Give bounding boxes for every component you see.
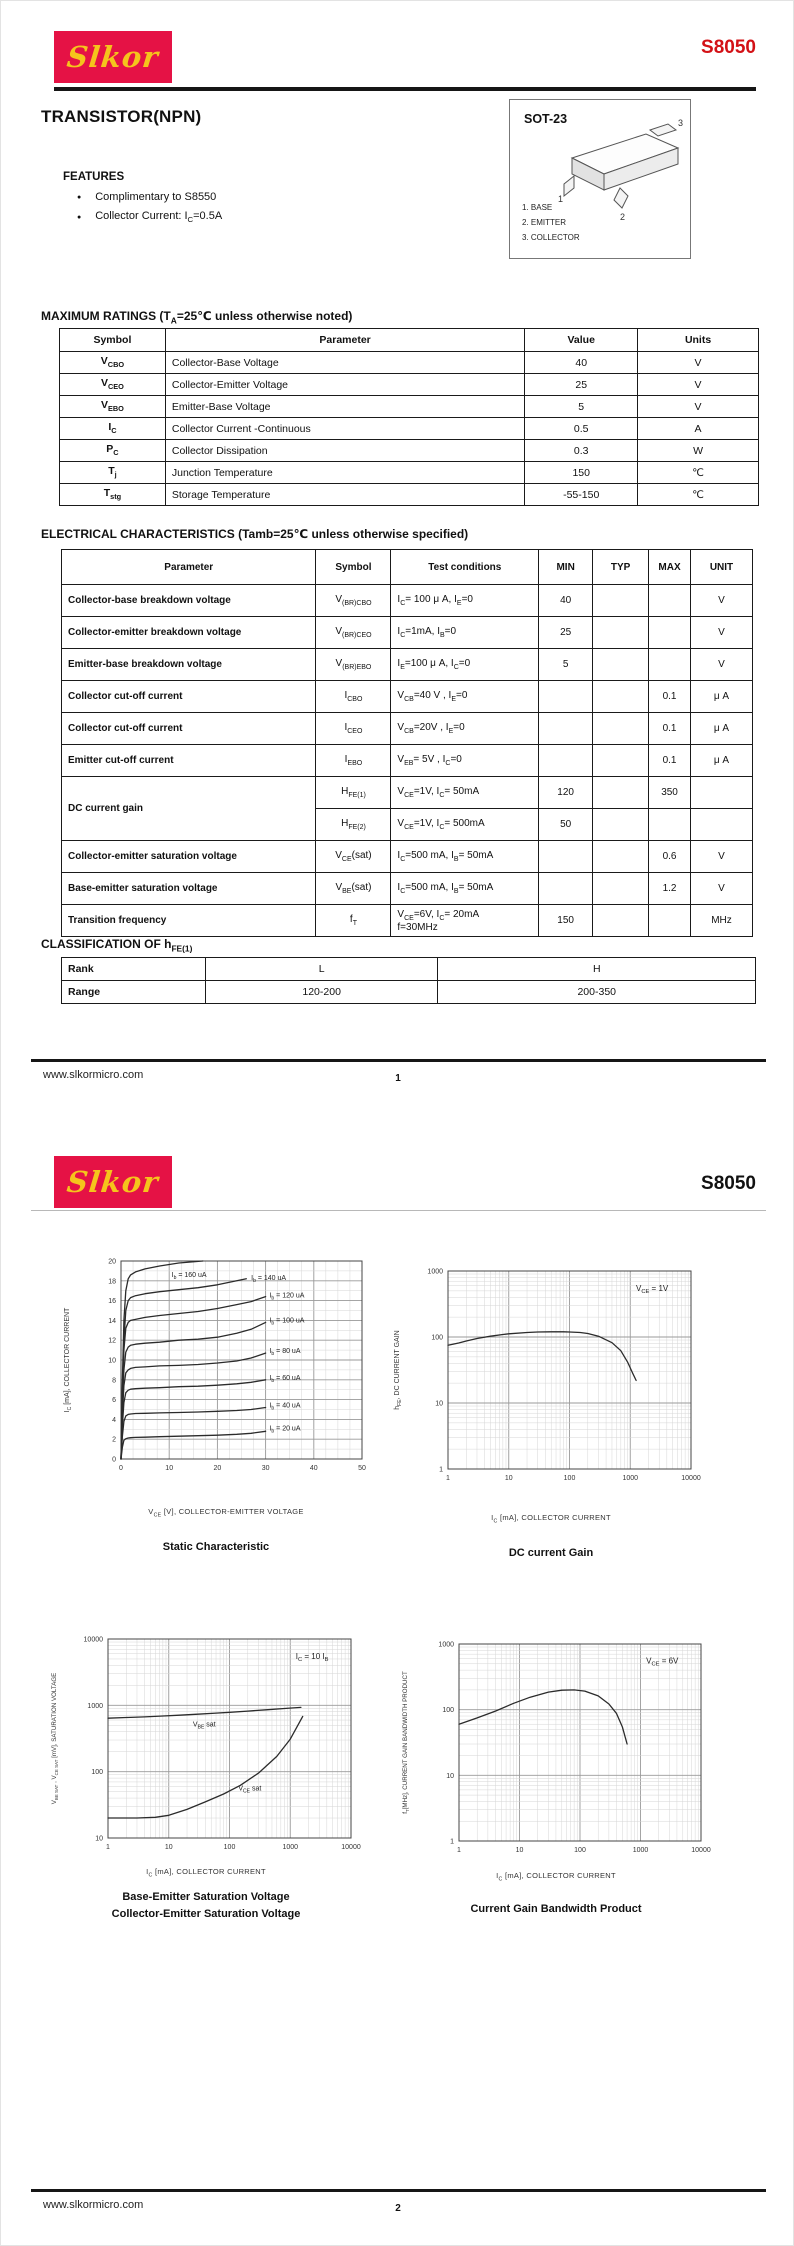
table-cell: Junction Temperature	[165, 462, 524, 484]
chart-text: $I_b = 100$ uA	[269, 1317, 305, 1327]
table-cell	[691, 777, 753, 809]
chart-text: 50	[358, 1465, 366, 1472]
classification-table	[61, 957, 756, 1004]
table-cell: W	[638, 440, 759, 462]
table-cell: $I_C$	[60, 418, 166, 440]
chart-text: 10	[108, 1357, 116, 1365]
table-cell	[539, 841, 593, 873]
table-header-row	[62, 550, 753, 585]
chart-text: 100	[223, 1844, 236, 1851]
pin-number-3: 3	[678, 118, 684, 128]
table-cell: V	[691, 649, 753, 681]
table-cell	[649, 585, 691, 617]
chart-text: 1000	[87, 1702, 103, 1710]
column-header: Symbol	[60, 329, 166, 352]
chart-text: 4	[112, 1416, 116, 1424]
chart-text: 1000	[282, 1844, 299, 1851]
table-cell: 150	[525, 462, 638, 484]
table-cell	[649, 905, 691, 937]
table-cell: 5	[539, 649, 593, 681]
table-cell	[593, 617, 649, 649]
chart-text: 1	[106, 1844, 110, 1851]
table-cell: $I_C=500$ mA, $I_B= 50mA$	[391, 873, 539, 905]
pin-label: 1. BASE	[522, 203, 553, 212]
column-header: MIN	[539, 550, 593, 585]
chart-title: Static Characteristic	[162, 1541, 270, 1553]
column-header: Parameter	[165, 329, 524, 352]
table-cell: $V_{CBO}$	[60, 352, 166, 374]
table-cell: Collector cut-off current	[62, 713, 316, 745]
brand-logo-text: Slkor	[65, 40, 161, 74]
chart-text: $I_C$ [mA], COLLECTOR CURRENT	[64, 1307, 73, 1413]
table-cell: 120	[539, 777, 593, 809]
series-line	[448, 1332, 636, 1381]
table-cell: $V_{(BR)CEO}$	[316, 617, 391, 649]
table-row	[62, 649, 753, 681]
part-number: S8050	[701, 37, 756, 58]
table-cell: 25	[539, 617, 593, 649]
saturation-voltage-chart	[43, 1611, 373, 1863]
table-cell: V	[638, 396, 759, 418]
table-cell: V	[691, 873, 753, 905]
table-cell	[593, 745, 649, 777]
chart-text: $I_C = 10$ $I_B$	[295, 1651, 329, 1663]
table-cell: Transition frequency	[62, 905, 316, 937]
table-cell: 0.5	[525, 418, 638, 440]
table-cell	[593, 585, 649, 617]
chart-text: $I_b = 80$ uA	[269, 1348, 301, 1358]
table-row	[60, 484, 759, 506]
table-cell	[649, 809, 691, 841]
table-cell: 0.1	[649, 745, 691, 777]
chart-text: 1	[439, 1466, 443, 1474]
header-rule	[31, 1210, 766, 1211]
table-cell	[649, 617, 691, 649]
table-cell: $I_C=500$ mA, $I_B= 50mA$	[391, 841, 539, 873]
column-header: Value	[525, 329, 638, 352]
table-cell: MHz	[691, 905, 753, 937]
table-cell	[593, 905, 649, 937]
table-cell: A	[638, 418, 759, 440]
table-row	[62, 841, 753, 873]
table-cell: $V_{EBO}$	[60, 396, 166, 418]
table-row	[60, 418, 759, 440]
table-cell: $H_{FE(2)}$	[316, 809, 391, 841]
table-cell: $T_{stg}$	[60, 484, 166, 506]
pin-label: 3. COLLECTOR	[522, 233, 580, 242]
table-row	[62, 745, 753, 777]
chart-text: 1	[457, 1847, 461, 1854]
chart-text: 10	[164, 1844, 173, 1851]
table-cell: ℃	[638, 462, 759, 484]
brand-logo	[54, 31, 172, 83]
column-header: TYP	[593, 550, 649, 585]
footer-url: www.slkormicro.com	[43, 1069, 144, 1081]
table-cell: $I_{EBO}$	[316, 745, 391, 777]
table-cell: Collector-Emitter Voltage	[165, 374, 524, 396]
chart-text: 100	[563, 1475, 576, 1482]
table-cell	[593, 713, 649, 745]
table-cell: $I_{CBO}$	[316, 681, 391, 713]
table-cell: Collector cut-off current	[62, 681, 316, 713]
table-cell: L	[205, 958, 438, 981]
header-rule	[54, 87, 756, 91]
electrical-heading: ELECTRICAL CHARACTERISTICS (Tamb=25℃ unless otherwise specified)	[41, 527, 469, 541]
table-cell: 350	[649, 777, 691, 809]
table-row	[62, 681, 753, 713]
chart-text: 18	[108, 1278, 116, 1286]
table-cell: $I_{CEO}$	[316, 713, 391, 745]
table-row	[62, 713, 753, 745]
table-cell: H	[438, 958, 756, 981]
chart-text: 10	[504, 1475, 513, 1482]
table-cell: $V_{(BR)EBO}$	[316, 649, 391, 681]
bullet-icon: ●	[77, 213, 82, 221]
chart-text: 2	[112, 1436, 116, 1444]
table-cell: $I_C= 100$ μ A, $I_E=0$	[391, 585, 539, 617]
table-cell: 40	[539, 585, 593, 617]
table-cell	[593, 809, 649, 841]
chart-text: 1000	[622, 1475, 639, 1482]
gain-bandwidth-chart	[394, 1616, 724, 1866]
chart-text: $f_T[MHz]$, CURRENT GAIN BANDWIDTH PRODUCT	[402, 1671, 410, 1814]
table-row	[60, 440, 759, 462]
table-row	[60, 396, 759, 418]
chart-text: 1	[450, 1838, 454, 1846]
chart-text: 10	[435, 1400, 443, 1408]
chart-text: $I_b = 20$ uA	[269, 1425, 301, 1435]
table-cell: $I_E=100$ μ A, $I_C=0$	[391, 649, 539, 681]
table-cell: 0.6	[649, 841, 691, 873]
chart-text: 8	[112, 1377, 116, 1385]
chart-text: 30	[261, 1465, 270, 1472]
table-cell: 0.3	[525, 440, 638, 462]
chart-text: 10000	[341, 1844, 361, 1851]
table-cell: Emitter-base breakdown voltage	[62, 649, 316, 681]
table-cell: V	[691, 585, 753, 617]
table-cell: -55-150	[525, 484, 638, 506]
chart-text: 20	[213, 1465, 222, 1472]
table-cell: 0.1	[649, 713, 691, 745]
chart-text: $V_{BE}$ sat	[192, 1721, 216, 1731]
table-cell: Collector Current -Continuous	[165, 418, 524, 440]
table-cell: $H_{FE(1)}$	[316, 777, 391, 809]
chart-title: Base-Emitter Saturation Voltage Collector-Emitter Saturation Voltage	[111, 1891, 301, 1920]
chart-text: $V_{CE} = 1V$	[635, 1283, 669, 1295]
table-cell: Collector-emitter saturation voltage	[62, 841, 316, 873]
column-header: Units	[638, 329, 759, 352]
table-cell	[593, 777, 649, 809]
column-header: UNIT	[691, 550, 753, 585]
table-row	[62, 585, 753, 617]
chart-text: $h_{FE}$, DC CURRENT GAIN	[394, 1330, 403, 1410]
chart-text: 10	[515, 1847, 524, 1854]
max-ratings-heading: MAXIMUM RATINGS ($T_A=25℃$ unless otherwise noted)	[41, 309, 353, 326]
column-header: Parameter	[62, 550, 316, 585]
feature-text: Collector Current: $I_C=0.5A$	[95, 210, 223, 225]
brand-logo-text: Slkor	[65, 1165, 161, 1199]
table-row	[62, 905, 753, 937]
static-characteristic-chart	[56, 1233, 376, 1483]
table-cell: $V_{(BR)CBO}$	[316, 585, 391, 617]
table-cell: $V_{CE}(sat)$	[316, 841, 391, 873]
page-number: 1	[395, 1073, 401, 1084]
chart-text: 40	[309, 1465, 318, 1472]
table-cell: Rank	[62, 958, 206, 981]
table-cell: 0.1	[649, 681, 691, 713]
table-cell: Collector-emitter breakdown voltage	[62, 617, 316, 649]
footer-rule	[31, 2189, 766, 2192]
chart-text: 100	[574, 1847, 586, 1854]
table-cell: μ A	[691, 681, 753, 713]
table-cell: Emitter cut-off current	[62, 745, 316, 777]
table-cell	[649, 649, 691, 681]
table-row	[62, 873, 753, 905]
feature-text: Complimentary to S8550	[95, 191, 217, 203]
table-cell: Storage Temperature	[165, 484, 524, 506]
chart-text: 1000	[632, 1847, 649, 1854]
pin-number-1: 1	[558, 194, 564, 204]
table-row	[62, 617, 753, 649]
table-row	[60, 352, 759, 374]
table-cell: μ A	[691, 745, 753, 777]
table-cell: 150	[539, 905, 593, 937]
table-cell: 200-350	[438, 981, 756, 1004]
table-row	[60, 374, 759, 396]
table-cell: 25	[525, 374, 638, 396]
dc-current-gain-chart	[386, 1243, 716, 1493]
chart-text: 0	[119, 1465, 123, 1472]
chart-text: 10	[165, 1465, 174, 1472]
table-cell: V	[691, 617, 753, 649]
chart-text: $I_b = 60$ uA	[269, 1374, 301, 1384]
chart-text: 100	[431, 1334, 443, 1342]
table-row	[60, 462, 759, 484]
table-cell: $V_{BE}(sat)$	[316, 873, 391, 905]
column-header: MAX	[649, 550, 691, 585]
chart-text: $V_{CE}$ sat	[238, 1785, 262, 1795]
table-row	[62, 777, 753, 809]
table-cell: Collector Dissipation	[165, 440, 524, 462]
feature-item	[77, 210, 222, 224]
table-cell	[593, 873, 649, 905]
chart-text: 12	[108, 1337, 116, 1345]
table-cell: 120-200	[205, 981, 438, 1004]
table-cell	[539, 681, 593, 713]
column-header: Symbol	[316, 550, 391, 585]
chart-text: 14	[108, 1317, 116, 1325]
table-cell: Range	[62, 981, 206, 1004]
table-header-row	[60, 329, 759, 352]
page-number: 2	[395, 2203, 401, 2214]
table-cell	[539, 745, 593, 777]
pin-number-2: 2	[620, 212, 626, 222]
table-cell: V	[638, 374, 759, 396]
chart-text: $V_{BE SAT}$ , $V_{CE SAT}$ [mV], SATURATION VOLTAGE	[51, 1672, 59, 1805]
table-cell: $V_{CEO}$	[60, 374, 166, 396]
column-header: Test conditions	[391, 550, 539, 585]
chart-text: 10	[95, 1835, 103, 1843]
maximum-ratings-table	[59, 328, 759, 506]
bullet-icon: ●	[77, 193, 82, 201]
table-cell: $V_{EB}= 5V$ , $I_C=0$	[391, 745, 539, 777]
table-cell	[539, 873, 593, 905]
chart-text: $I_b = 140$ uA	[251, 1274, 287, 1284]
pin-label: 2. EMITTER	[522, 218, 567, 227]
footer-rule	[31, 1059, 766, 1062]
table-cell: $V_{CB}=20V$ , $I_E=0$	[391, 713, 539, 745]
chart-text: $I_b = 120$ uA	[269, 1292, 305, 1302]
table-cell	[539, 713, 593, 745]
table-cell: $I_C=1mA$, $I_B=0$	[391, 617, 539, 649]
electrical-characteristics-table	[61, 549, 753, 937]
part-number: S8050	[701, 1173, 756, 1194]
chart-xlabel: $I_C$ [mA], COLLECTOR CURRENT	[146, 1867, 266, 1879]
package-outline-box	[509, 99, 691, 259]
chart-text: 20	[108, 1258, 116, 1266]
table-cell: $T_j$	[60, 462, 166, 484]
table-cell: $f_T$	[316, 905, 391, 937]
table-cell: $V_{CE}=6V$, $I_C= 20mA$ f=30MHz	[391, 905, 539, 937]
chart-text: 10000	[681, 1475, 701, 1482]
chart-text: 10000	[691, 1847, 711, 1854]
table-cell: $P_C$	[60, 440, 166, 462]
feature-item	[77, 191, 216, 203]
chart-text: 1000	[427, 1268, 443, 1276]
chart-text: $V_{CE} = 6V$	[646, 1656, 679, 1668]
page-title: TRANSISTOR(NPN)	[41, 107, 202, 126]
table-cell: V	[638, 352, 759, 374]
table-cell: Collector-Base Voltage	[165, 352, 524, 374]
chart-xlabel: $V_{CE}$ [V], COLLECTOR-EMITTER VOLTAGE	[148, 1507, 304, 1519]
chart-text: $I_b = 40$ uA	[269, 1402, 301, 1412]
chart-text: 16	[108, 1298, 116, 1306]
chart-text: 1	[446, 1475, 450, 1482]
chart-text: 100	[442, 1707, 454, 1715]
chart-text: 1000	[438, 1641, 454, 1649]
pin-list	[522, 200, 580, 245]
chart-text: 0	[112, 1456, 116, 1464]
table-cell: Emitter-Base Voltage	[165, 396, 524, 418]
chart-text: 10000	[83, 1636, 103, 1644]
chart-text: 10	[446, 1772, 454, 1780]
table-cell: DC current gain	[62, 777, 316, 841]
table-cell: Base-emitter saturation voltage	[62, 873, 316, 905]
table-cell: Collector-base breakdown voltage	[62, 585, 316, 617]
table-cell: $V_{CB}=40$ V , $I_E=0$	[391, 681, 539, 713]
package-name: SOT-23	[524, 112, 568, 126]
table-cell	[593, 649, 649, 681]
chart-text: 100	[91, 1769, 103, 1777]
table-cell: 50	[539, 809, 593, 841]
chart-title: DC current Gain	[508, 1547, 594, 1559]
brand-logo	[54, 1156, 172, 1208]
table-cell: μ A	[691, 713, 753, 745]
table-cell	[691, 809, 753, 841]
chart-xlabel: $I_C$ [mA], COLLECTOR CURRENT	[496, 1871, 616, 1883]
table-cell: ℃	[638, 484, 759, 506]
table-cell: $V_{CE}=1V$, $I_C= 50mA$	[391, 777, 539, 809]
chart-text: 6	[112, 1397, 116, 1405]
footer-url: www.slkormicro.com	[43, 2199, 144, 2211]
chart-text: $I_b = 160$ uA	[171, 1271, 207, 1281]
table-row	[62, 981, 756, 1004]
chart-title: Current Gain Bandwidth Product	[470, 1903, 642, 1915]
table-cell: 40	[525, 352, 638, 374]
table-cell: 5	[525, 396, 638, 418]
table-row	[62, 958, 756, 981]
chart-xlabel: $I_C$ [mA], COLLECTOR CURRENT	[491, 1513, 611, 1525]
table-cell: 1.2	[649, 873, 691, 905]
features-heading: FEATURES	[63, 171, 125, 183]
table-cell: $V_{CE}=1V$, $I_C= 500mA$	[391, 809, 539, 841]
table-cell: V	[691, 841, 753, 873]
classification-heading: CLASSIFICATION OF $h_{FE(1)}$	[41, 937, 193, 954]
table-cell	[593, 681, 649, 713]
table-cell	[593, 841, 649, 873]
